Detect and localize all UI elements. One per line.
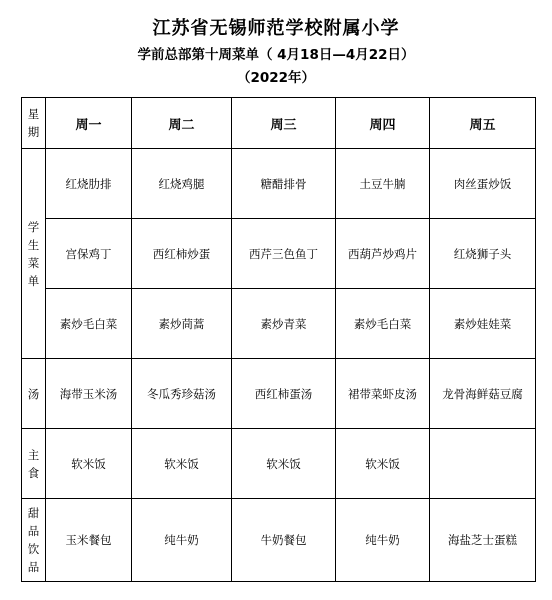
table-row [22, 499, 536, 582]
menu-cell: 肉丝蛋炒饭 [430, 149, 536, 219]
menu-subtitle: 学前总部第十周菜单（ 4月18日—4月22日） [137, 47, 415, 63]
menu-cell: 红烧肋排 [46, 149, 132, 219]
dessert-cell: 纯牛奶 [132, 499, 232, 582]
table-row [22, 219, 536, 289]
dessert-cell: 玉米餐包 [46, 499, 132, 582]
menu-cell: 素炒青菜 [232, 289, 336, 359]
menu-cell: 西芹三色鱼丁 [232, 219, 336, 289]
soup-cell: 西红柿蛋汤 [232, 359, 336, 429]
menu-cell: 素炒毛白菜 [46, 289, 132, 359]
menu-cell: 西葫芦炒鸡片 [336, 219, 430, 289]
day-header-wednesday: 周三 [232, 98, 336, 149]
menu-cell: 素炒娃娃菜 [430, 289, 536, 359]
menu-cell: 素炒茼蒿 [132, 289, 232, 359]
staple-cell: 软米饭 [132, 429, 232, 499]
menu-year: （2022年） [236, 70, 316, 86]
staple-cell: 软米饭 [46, 429, 132, 499]
table-header-row [22, 98, 536, 149]
soup-label: 汤 [22, 359, 46, 429]
menu-cell: 红烧狮子头 [430, 219, 536, 289]
dessert-cell: 海盐芝士蛋糕 [430, 499, 536, 582]
soup-cell: 裙带菜虾皮汤 [336, 359, 430, 429]
student-menu-label: 学 生 菜 单 [22, 149, 46, 359]
menu-title: 江苏省无锡师范学校附属小学 [152, 18, 400, 39]
staple-cell: 软米饭 [336, 429, 430, 499]
menu-cell: 糖醋排骨 [232, 149, 336, 219]
table-row [22, 359, 536, 429]
soup-cell: 海带玉米汤 [46, 359, 132, 429]
dessert-drink-label: 甜 品 饮 品 [22, 499, 46, 582]
dessert-cell: 牛奶餐包 [232, 499, 336, 582]
staple-cell [430, 429, 536, 499]
menu-cell: 土豆牛腩 [336, 149, 430, 219]
table-row [22, 429, 536, 499]
staple-cell: 软米饭 [232, 429, 336, 499]
menu-cell: 西红柿炒蛋 [132, 219, 232, 289]
day-header-friday: 周五 [430, 98, 536, 149]
soup-cell: 冬瓜秀珍菇汤 [132, 359, 232, 429]
dessert-cell: 纯牛奶 [336, 499, 430, 582]
menu-cell: 素炒毛白菜 [336, 289, 430, 359]
day-header-thursday: 周四 [336, 98, 430, 149]
staple-label: 主 食 [22, 429, 46, 499]
table-row [22, 289, 536, 359]
day-header-monday: 周一 [46, 98, 132, 149]
table-row [22, 149, 536, 219]
menu-cell: 红烧鸡腿 [132, 149, 232, 219]
soup-cell: 龙骨海鲜菇豆腐 [430, 359, 536, 429]
day-header-tuesday: 周二 [132, 98, 232, 149]
weekly-menu-table [21, 97, 536, 582]
weekday-corner-label: 星 期 [22, 98, 46, 149]
menu-cell: 宫保鸡丁 [46, 219, 132, 289]
